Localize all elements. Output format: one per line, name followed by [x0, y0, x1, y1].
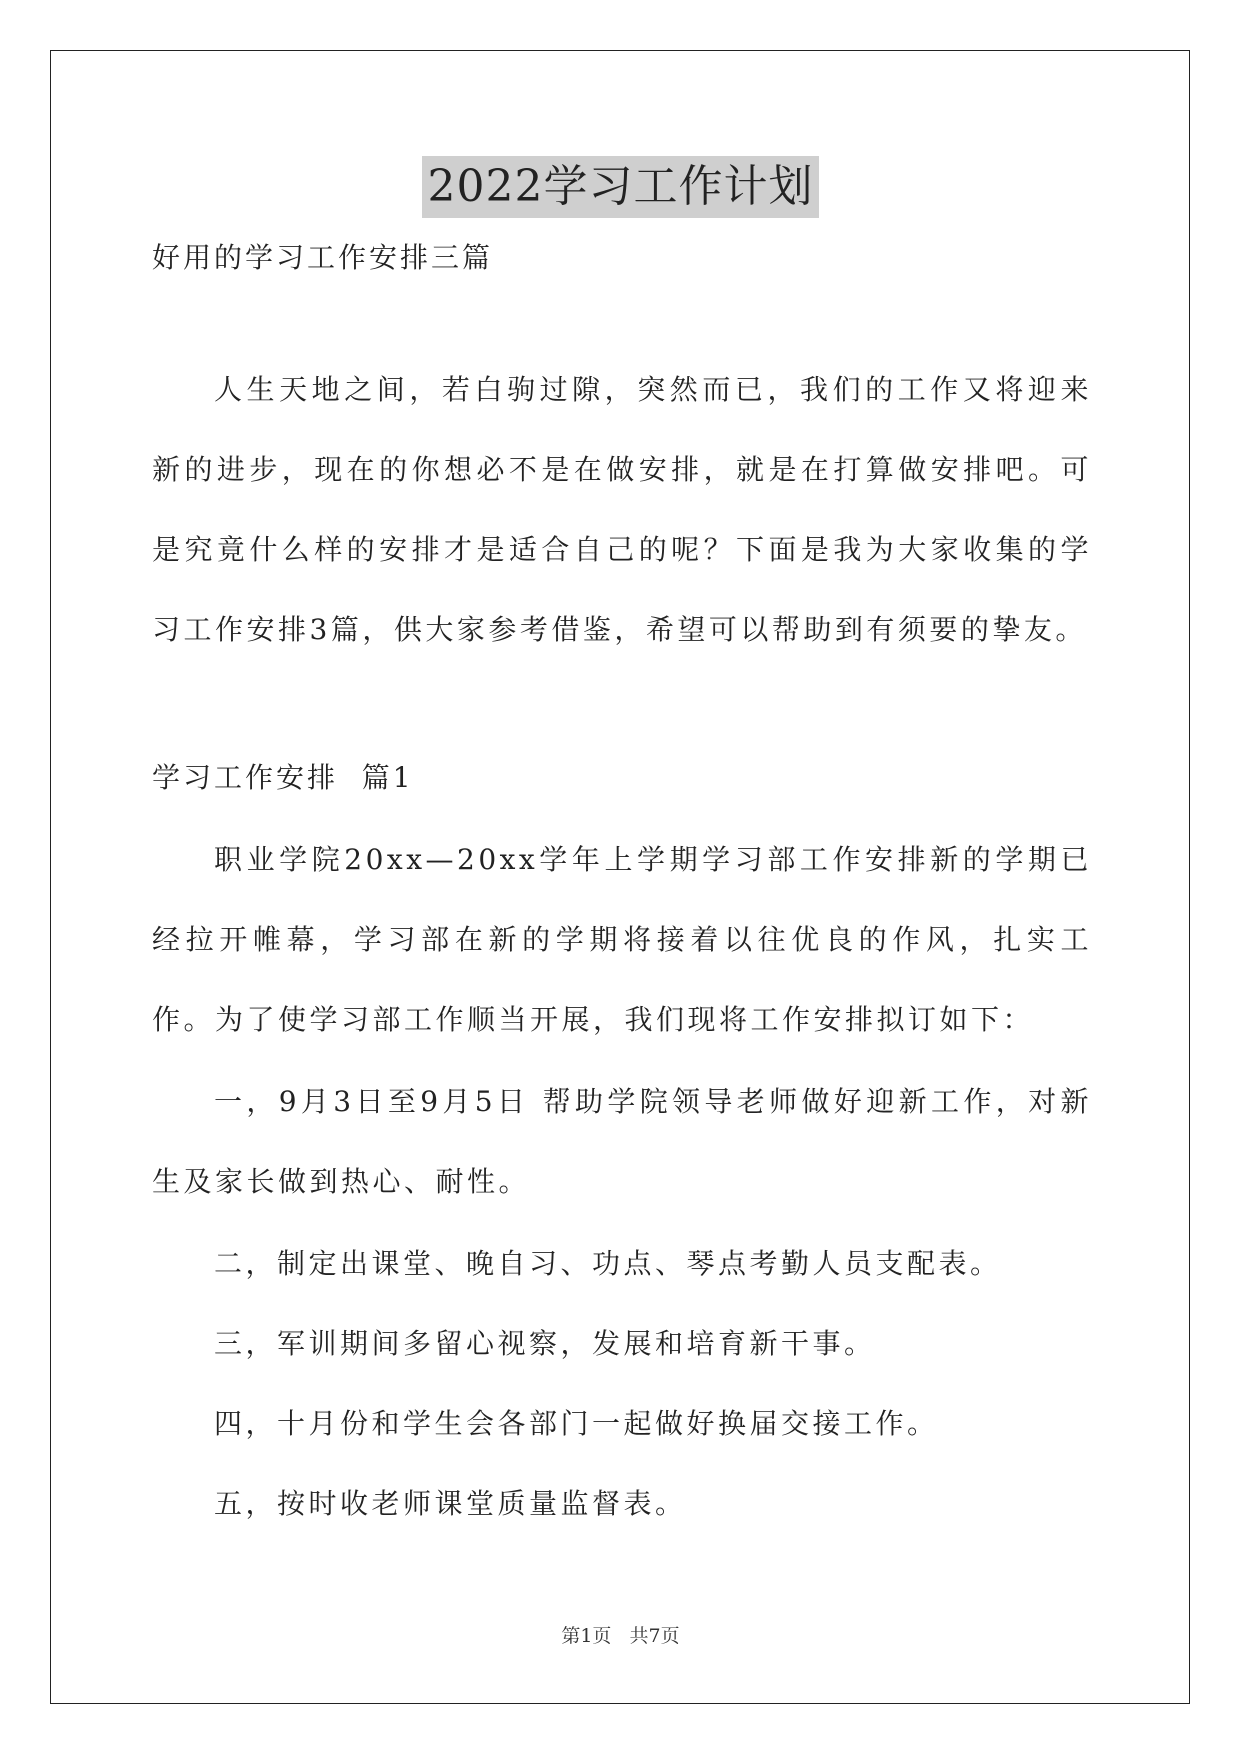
list-item: 二，制定出课堂、晚自习、功点、琴点考勤人员支配表。: [214, 1247, 1002, 1280]
list-item: 一，9月3日至9月5日 帮助学院领导老师做好迎新工作，对新生及家长做到热心、耐性。: [152, 1085, 1092, 1198]
document-subtitle: 好用的学习工作安排三篇: [152, 241, 494, 274]
list-item: 五，按时收老师课堂质量监督表。: [214, 1487, 687, 1520]
list-item: 三，军训期间多留心视察，发展和培育新干事。: [214, 1327, 876, 1360]
title-text: 2022学习工作计划: [422, 156, 820, 218]
document-title: [0, 156, 1241, 218]
section-paragraph: 职业学院20xx—20xx学年上学期学习部工作安排新的学期已经拉开帷幕，学习部在新的学期将接着以往优良的作风，扎实工作。为了使学习部工作顺当开展，我们现将工作安排拟订如下：: [152, 843, 1092, 1036]
page-number-footer: 第1页 共7页: [561, 1625, 680, 1647]
section-heading: 学习工作安排 篇1: [152, 761, 414, 794]
list-item: 四，十月份和学生会各部门一起做好换届交接工作。: [214, 1407, 939, 1440]
intro-paragraph: 人生天地之间，若白驹过隙，突然而已，我们的工作又将迎来新的进步，现在的你想必不是在做安排，就是在打算做安排吧。可是究竟什么样的安排才是适合自己的呢？下面是我为大家收集的学习工作安排3篇，供大家参考借鉴，希望可以帮助到有须要的挚友。: [152, 373, 1092, 646]
